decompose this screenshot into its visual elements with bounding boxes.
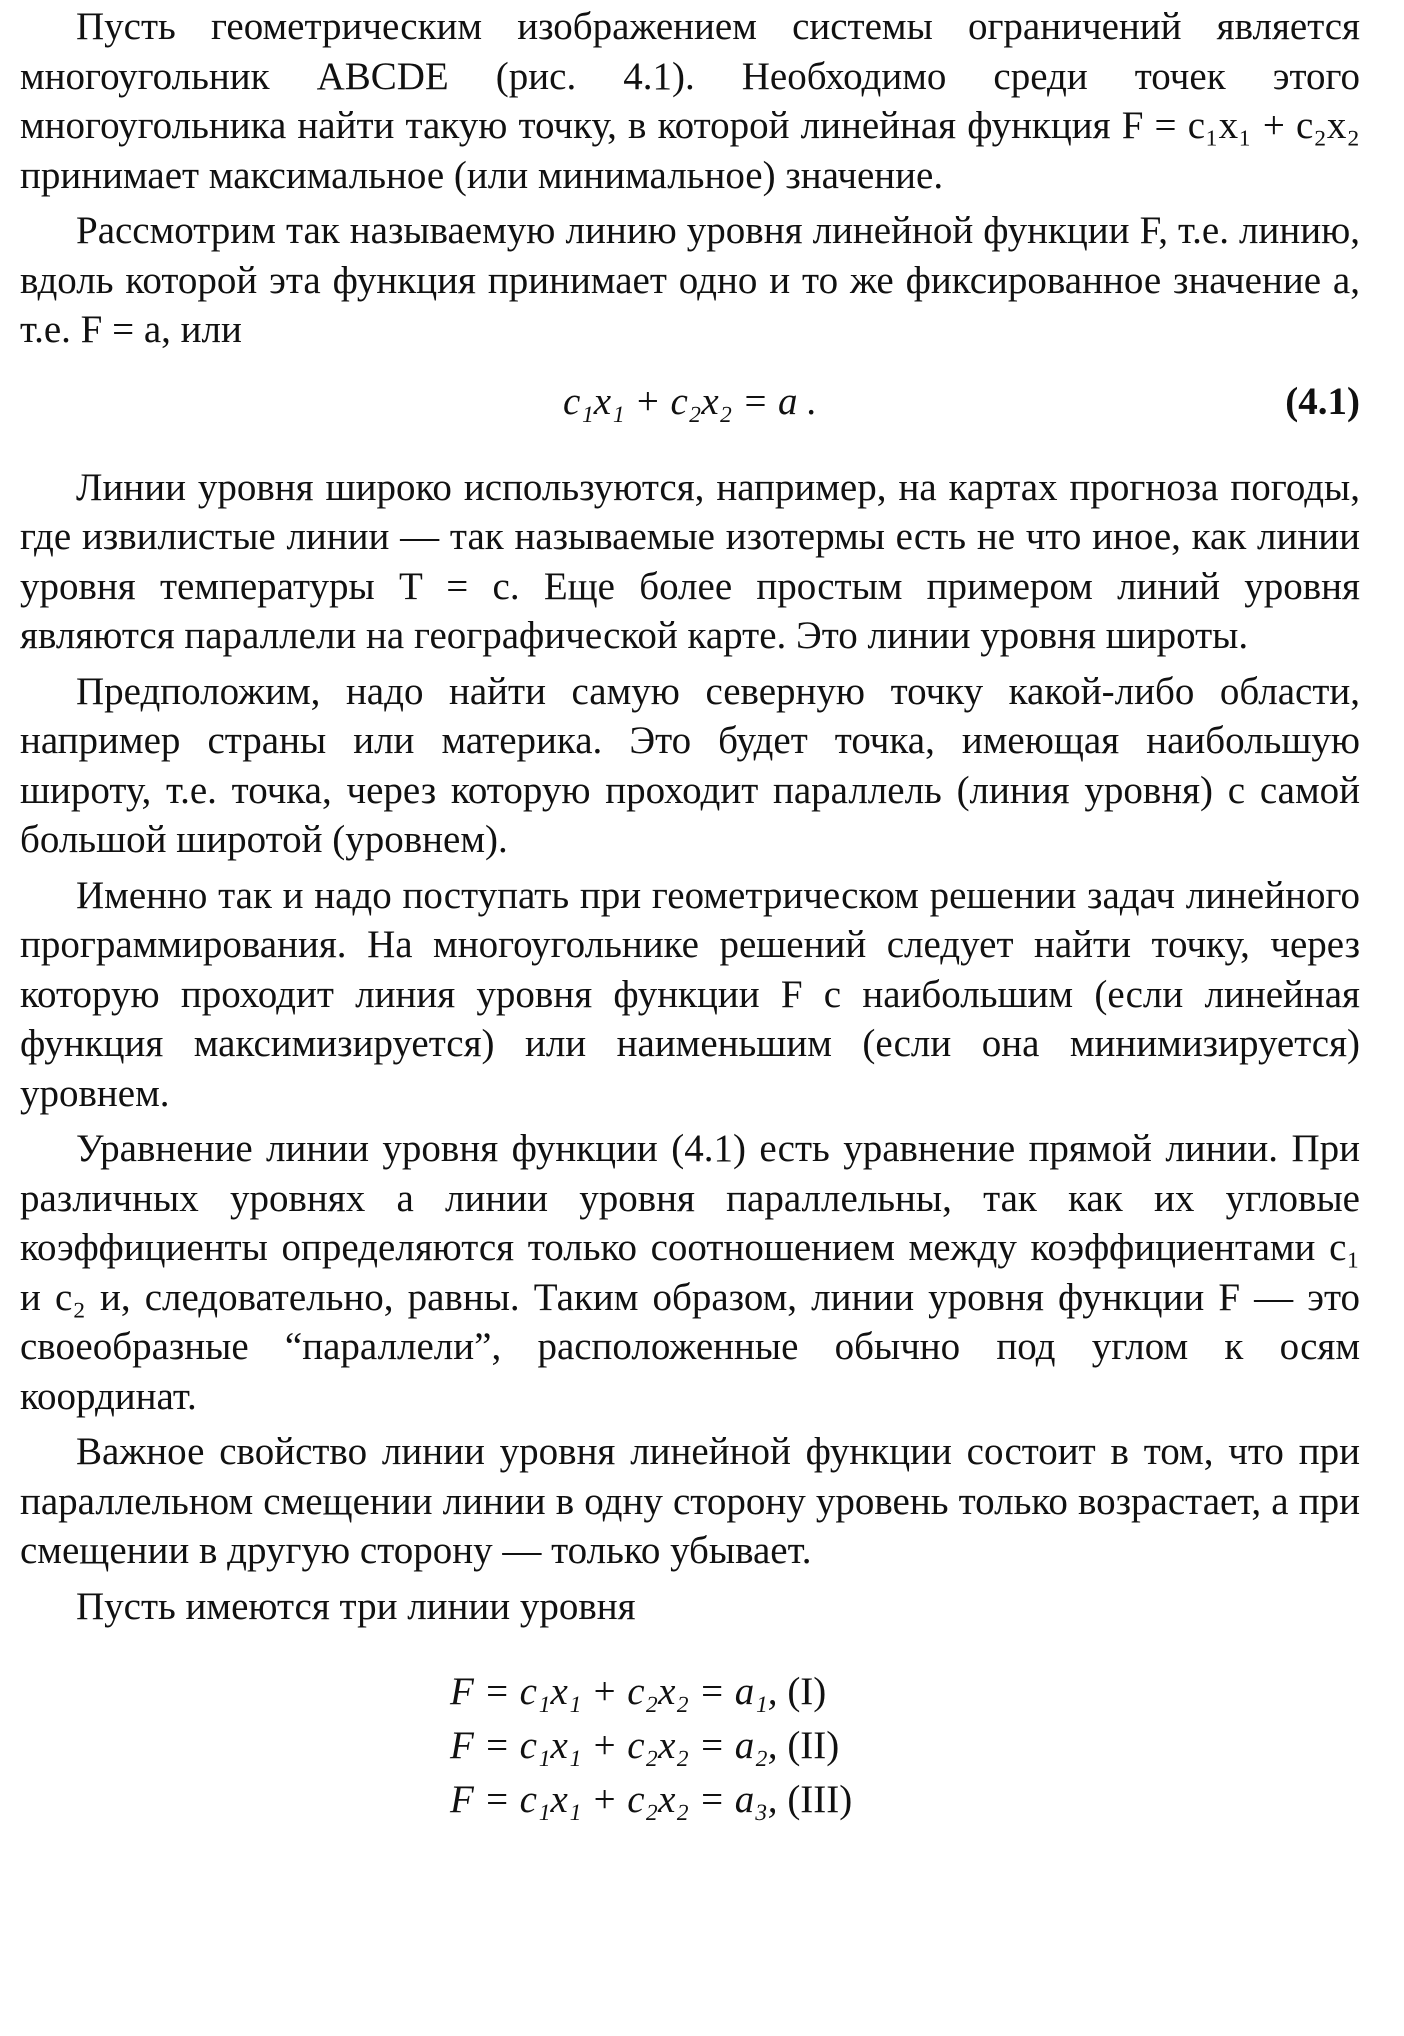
equation-4-1-number: (4.1)	[1285, 379, 1360, 423]
paragraph-geometric-solution: Именно так и надо поступать при геометрическом решении задач линейного программирования. На многоугольнике решений следует найти точку, через которую проходит линия уровня функции F с наибольшим (если линейная функция максимизируется) или наименьшим (если она минимизируется) уровнем.	[20, 873, 1360, 1115]
level-line-expression: F = c₁x₁ + c₂x₂ = a₂,	[450, 1724, 778, 1767]
document-page	[20, 0, 1360, 1827]
paragraph-level-line-definition: Рассмотрим так называемую линию уровня линейной функции F, т.е. линию, вдоль которой эта функция принимает одно и то же фиксированное значение a, т.е. F = a, или	[20, 209, 1360, 351]
paragraph-three-lines-intro: Пусть имеются три линии уровня	[76, 1584, 636, 1628]
level-line-tag: (III)	[787, 1778, 853, 1821]
level-line-expression: F = c₁x₁ + c₂x₂ = a₃,	[450, 1778, 778, 1821]
level-line-equation	[20, 1773, 1360, 1827]
paragraph-northern-point: Предположим, надо найти самую северную точку какой-либо области, например страны или материка. Это будет точка, имеющая наибольшую широту, т.е. точка, через которую проходит параллель (линия уровня) с самой большой широтой (уровнем).	[20, 669, 1360, 861]
paragraph-parallel-lines: Уравнение линии уровня функции (4.1) есть уравнение прямой линии. При различных уровнях a линии уровня параллельны, так как их угловые коэффициенты определяются только соотношением между коэффициентами c₁ и c₂ и, следовательно, равны. Таким образом, линии уровня функции F — это своеобразные “параллели”, расположенные обычно под углом к осям координат.	[20, 1127, 1360, 1418]
level-line-equation	[20, 1719, 1360, 1773]
level-line-tag: (I)	[787, 1670, 827, 1713]
equation-4-1	[20, 377, 1360, 437]
paragraph-weather-maps: Линии уровня широко используются, например, на картах прогноза погоды, где извилистые линии — так называемые изотермы есть не что иное, как линии уровня температуры T = c. Еще более простым примером линий уровня являются параллели на географической карте. Это линии уровня широты.	[20, 465, 1360, 657]
level-line-equation	[20, 1665, 1360, 1719]
level-line-tag: (II)	[787, 1724, 840, 1767]
level-line-expression: F = c₁x₁ + c₂x₂ = a₁,	[450, 1670, 778, 1713]
equation-4-1-expression: c₁x₁ + c₂x₂ = a .	[562, 379, 818, 423]
paragraph-problem-statement: Пусть геометрическим изображением системы ограничений является многоугольник ABCDE (рис. 4.1). Необходимо среди точек этого многоугольника найти такую точку, в которой линейная функция F = c₁x₁ + c₂x₂ принимает максимальное (или минимальное) значение.	[20, 5, 1360, 197]
level-lines-equations	[20, 1665, 1360, 1827]
paragraph-important-property: Важное свойство линии уровня линейной функции состоит в том, что при параллельном смещении линии в одну сторону уровень только возрастает, а при смещении в другую сторону — только убывает.	[20, 1430, 1360, 1572]
